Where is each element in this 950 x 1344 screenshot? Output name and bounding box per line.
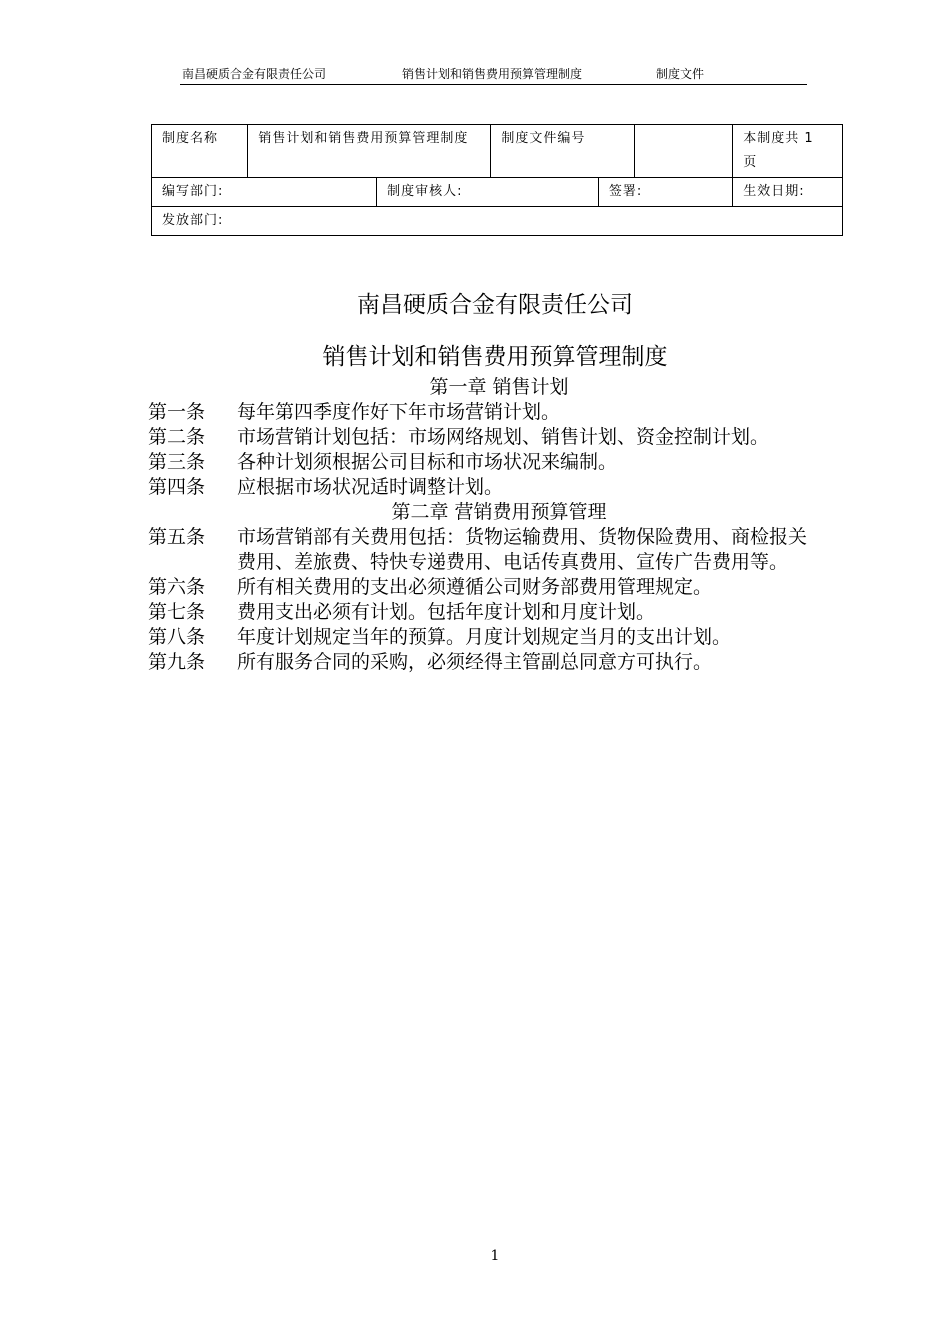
article-text: 年度计划规定当年的预算。月度计划规定当月的支出计划。 <box>237 626 732 648</box>
article-text: 所有服务合同的采购，必须经得主管副总同意方可执行。 <box>237 651 713 673</box>
pages-cell: 本制度共 1 页 <box>733 125 843 178</box>
article-text: 各种计划须根据公司目标和市场状况来编制。 <box>237 451 618 473</box>
article-text: 市场营销计划包括：市场网络规划、销售计划、资金控制计划。 <box>237 426 770 448</box>
article-text: 应根据市场状况适时调整计划。 <box>237 476 504 498</box>
article-number: 第五条 <box>148 526 206 548</box>
effective-date-cell: 生效日期: <box>733 178 843 207</box>
page-header <box>180 66 807 85</box>
article-number: 第二条 <box>148 426 206 448</box>
article <box>148 650 810 675</box>
header-document-type: 制度文件 <box>656 67 705 81</box>
article <box>148 625 810 650</box>
document-meta-table <box>151 124 843 236</box>
document-title: 销售计划和销售费用预算管理制度 <box>322 344 668 370</box>
article-number: 第九条 <box>148 651 206 673</box>
signature-cell: 签署: <box>598 178 732 207</box>
article-text: 市场营销部有关费用包括：货物运输费用、货物保险费用、商检报关费用、差旅费、特快专递费用、电话传真费用、宣传广告费用等。 <box>237 526 808 573</box>
article-number: 第七条 <box>148 601 206 623</box>
issuing-dept-cell: 发放部门: <box>152 207 843 236</box>
author-dept-cell: 编写部门: <box>152 178 377 207</box>
article <box>148 525 810 575</box>
company-title: 南昌硬质合金有限责任公司 <box>357 292 633 318</box>
article-number: 第六条 <box>148 576 206 598</box>
number-value-cell <box>634 125 733 178</box>
article-number: 第三条 <box>148 451 206 473</box>
article-text: 每年第四季度作好下年市场营销计划。 <box>237 401 561 423</box>
article <box>148 475 810 500</box>
article-text: 所有相关费用的支出必须遵循公司财务部费用管理规定。 <box>237 576 713 598</box>
chapter-heading: 第二章 营销费用预算管理 <box>391 501 607 523</box>
article <box>148 450 810 475</box>
article <box>148 425 810 450</box>
header-document-title: 销售计划和销售费用预算管理制度 <box>402 67 583 81</box>
article-number: 第一条 <box>148 401 206 423</box>
article <box>148 575 810 600</box>
article <box>148 600 810 625</box>
header-company: 南昌硬质合金有限责任公司 <box>182 67 327 81</box>
reviewer-cell: 制度审核人: <box>377 178 599 207</box>
name-label-cell: 制度名称 <box>152 125 248 178</box>
article <box>148 400 810 425</box>
document-body <box>148 375 810 675</box>
name-value-cell: 销售计划和销售费用预算管理制度 <box>248 125 491 178</box>
number-label-cell: 制度文件编号 <box>491 125 634 178</box>
article-number: 第四条 <box>148 476 206 498</box>
chapter-heading: 第一章 销售计划 <box>429 376 569 398</box>
page-number: 1 <box>490 1248 500 1264</box>
article-number: 第八条 <box>148 626 206 648</box>
article-text: 费用支出必须有计划。包括年度计划和月度计划。 <box>237 601 656 623</box>
